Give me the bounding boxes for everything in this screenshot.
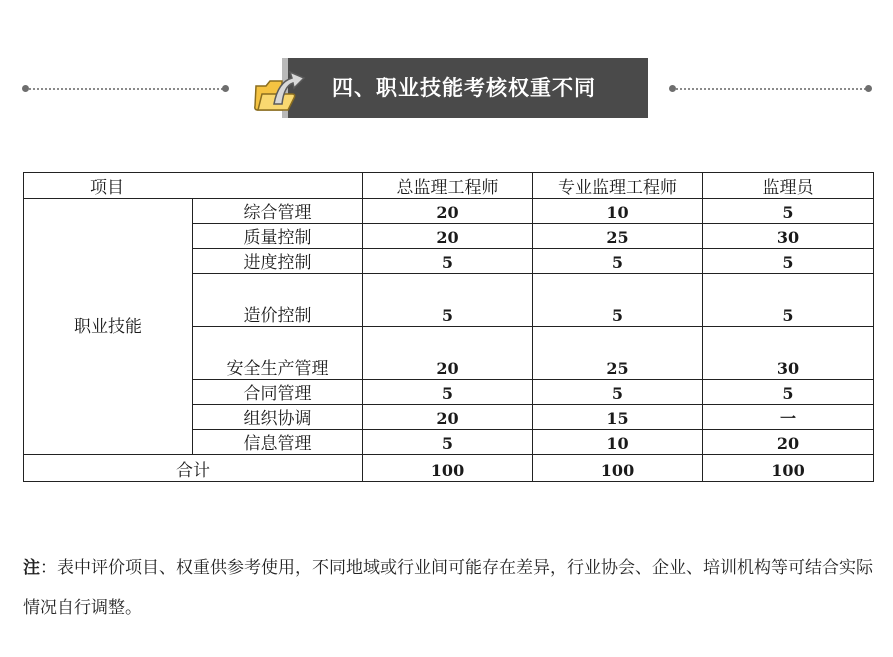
cell-value: 5 (363, 380, 533, 405)
cell-value: 10 (533, 430, 703, 455)
cell-value: 5 (533, 249, 703, 274)
divider-right (673, 88, 869, 90)
row-label: 造价控制 (193, 274, 363, 327)
divider-dot (865, 85, 872, 92)
cell-value: 5 (363, 249, 533, 274)
cell-value: 5 (363, 430, 533, 455)
cell-value: 15 (533, 405, 703, 430)
cell-value: 20 (363, 327, 533, 380)
row-label: 综合管理 (193, 199, 363, 224)
row-label: 信息管理 (193, 430, 363, 455)
header-col: 总监理工程师 (363, 173, 533, 199)
row-label: 质量控制 (193, 224, 363, 249)
weight-table (23, 172, 874, 482)
cell-value: 5 (703, 249, 874, 274)
total-label: 合计 (24, 455, 363, 482)
cell-value: 5 (533, 274, 703, 327)
total-row (24, 455, 874, 482)
row-label: 安全生产管理 (193, 327, 363, 380)
cell-value: 5 (703, 274, 874, 327)
row-label: 进度控制 (193, 249, 363, 274)
cell-value: 5 (703, 199, 874, 224)
cell-value: 20 (703, 430, 874, 455)
title-banner (282, 58, 648, 118)
folder-arrow-icon (252, 64, 310, 116)
cell-value: 10 (533, 199, 703, 224)
section-header (0, 58, 893, 120)
header-col: 专业监理工程师 (533, 173, 703, 199)
total-value: 100 (533, 455, 703, 482)
header-item: 项目 (24, 173, 363, 199)
cell-value: 5 (363, 274, 533, 327)
row-label: 合同管理 (193, 380, 363, 405)
category-cell: 职业技能 (24, 199, 193, 455)
section-title: 四、职业技能考核权重不同 (332, 76, 596, 100)
cell-value: 30 (703, 224, 874, 249)
cell-value: 5 (703, 380, 874, 405)
table-header-row (24, 173, 874, 199)
cell-value: 30 (703, 327, 874, 380)
total-value: 100 (363, 455, 533, 482)
note-label: 注 (23, 558, 40, 578)
note-text: ：表中评价项目、权重供参考使用，不同地域或行业间可能存在差异，行业协会、企业、培训机构等可结合实际情况自行调整。 (23, 558, 873, 618)
divider-dot (22, 85, 29, 92)
cell-value: 5 (533, 380, 703, 405)
cell-value: 25 (533, 327, 703, 380)
divider-left (26, 88, 226, 90)
cell-value: 20 (363, 405, 533, 430)
header-col: 监理员 (703, 173, 874, 199)
total-value: 100 (703, 455, 874, 482)
cell-value: 一 (703, 405, 874, 430)
footnote (23, 548, 873, 628)
divider-dot (669, 85, 676, 92)
row-label: 组织协调 (193, 405, 363, 430)
cell-value: 25 (533, 224, 703, 249)
divider-dot (222, 85, 229, 92)
cell-value: 20 (363, 224, 533, 249)
table-row (24, 199, 874, 224)
cell-value: 20 (363, 199, 533, 224)
